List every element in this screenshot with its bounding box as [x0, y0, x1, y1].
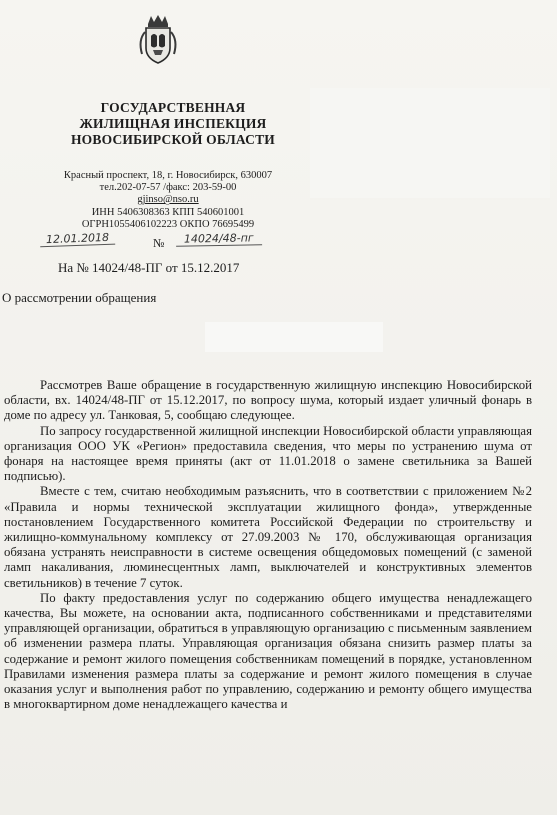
- email-link[interactable]: gjinso@nso.ru: [137, 194, 199, 206]
- inn-kpp-text: ИНН 5406308363 КПП 540601001: [91, 206, 245, 218]
- organization-name: [58, 100, 288, 148]
- reference-line: На № 14024/48-ПГ от 15.12.2017: [58, 260, 240, 275]
- org-name-line: ГОСУДАРСТВЕННАЯ: [100, 100, 246, 115]
- body-paragraph: Вместе с тем, считаю необходимым разъяснить, что в соответствии с приложением №2 «Правила и нормы технической эксплуатации жилищного фонда», утвержденные постановлением Государственного комитета Российской Федерации по строительству и жилищно-коммунальному комплексу от 27.09.2003 № 170, обслуживающая организация обязана устранять неисправности в системе освещения общедомовых помещений (с заменой ламп накаливания, люминесцентных ламп, выключателей и конструктивных элементов светильников) в течение 7 суток.: [4, 484, 532, 590]
- contacts-block: [52, 170, 284, 231]
- redacted-area: [310, 88, 550, 198]
- number-sign: №: [153, 236, 165, 250]
- address-text: Красный проспект, 18, г. Новосибирск, 630007: [63, 170, 273, 181]
- registration-date: 12.01.2018: [40, 231, 115, 248]
- phone-fax-text: тел.202-07-57 /факс: 203-59-00: [99, 182, 237, 194]
- coat-of-arms-icon: [134, 14, 182, 66]
- org-name-line: ЖИЛИЩНАЯ ИНСПЕКЦИЯ: [79, 116, 267, 131]
- registration-line: [40, 232, 280, 252]
- letter-body: [4, 378, 532, 712]
- redacted-area: [205, 322, 383, 352]
- body-paragraph: Рассмотрев Ваше обращение в государственную жилищную инспекцию Новосибирской области, вх. 14024/48-ПГ от 15.12.2017, по вопросу шума, который издает уличный фонарь в доме по адресу ул. Танковая, 5, сообщаю следующее.: [4, 378, 532, 423]
- org-name-line: НОВОСИБИРСКОЙ ОБЛАСТИ: [70, 132, 276, 147]
- subject-line: О рассмотрении обращения: [2, 290, 157, 305]
- registration-number: 14024/48-пг: [176, 231, 262, 246]
- ogrn-okpo-text: ОГРН1055406102223 ОКПО 76695499: [81, 218, 255, 230]
- body-paragraph: По факту предоставления услуг по содержанию общего имущества ненадлежащего качества, Вы можете, на основании акта, подписанного собственниками и представителями управляющей организации, обратиться в управляющую организацию с письменным заявлением об изменении размера платы. Управляющая организация обязана снизить размер платы за содержание и ремонт жилого помещения собственникам помещений в порядке, установленном Правилами изменения размера платы за содержание и ремонт жилого помещения в случае оказания услуг и выполнения работ по управлению, содержанию и ремонту общего имущества в многоквартирном доме ненадлежащего качества и: [4, 590, 532, 712]
- body-paragraph: По запросу государственной жилищной инспекции Новосибирской области управляющая организация ООО УК «Регион» предоставила сведения, что меры по устранению шума от фонаря на настоящее время приняты (акт от 11.01.2018 о замене светильника за Вашей подписью).: [4, 423, 532, 484]
